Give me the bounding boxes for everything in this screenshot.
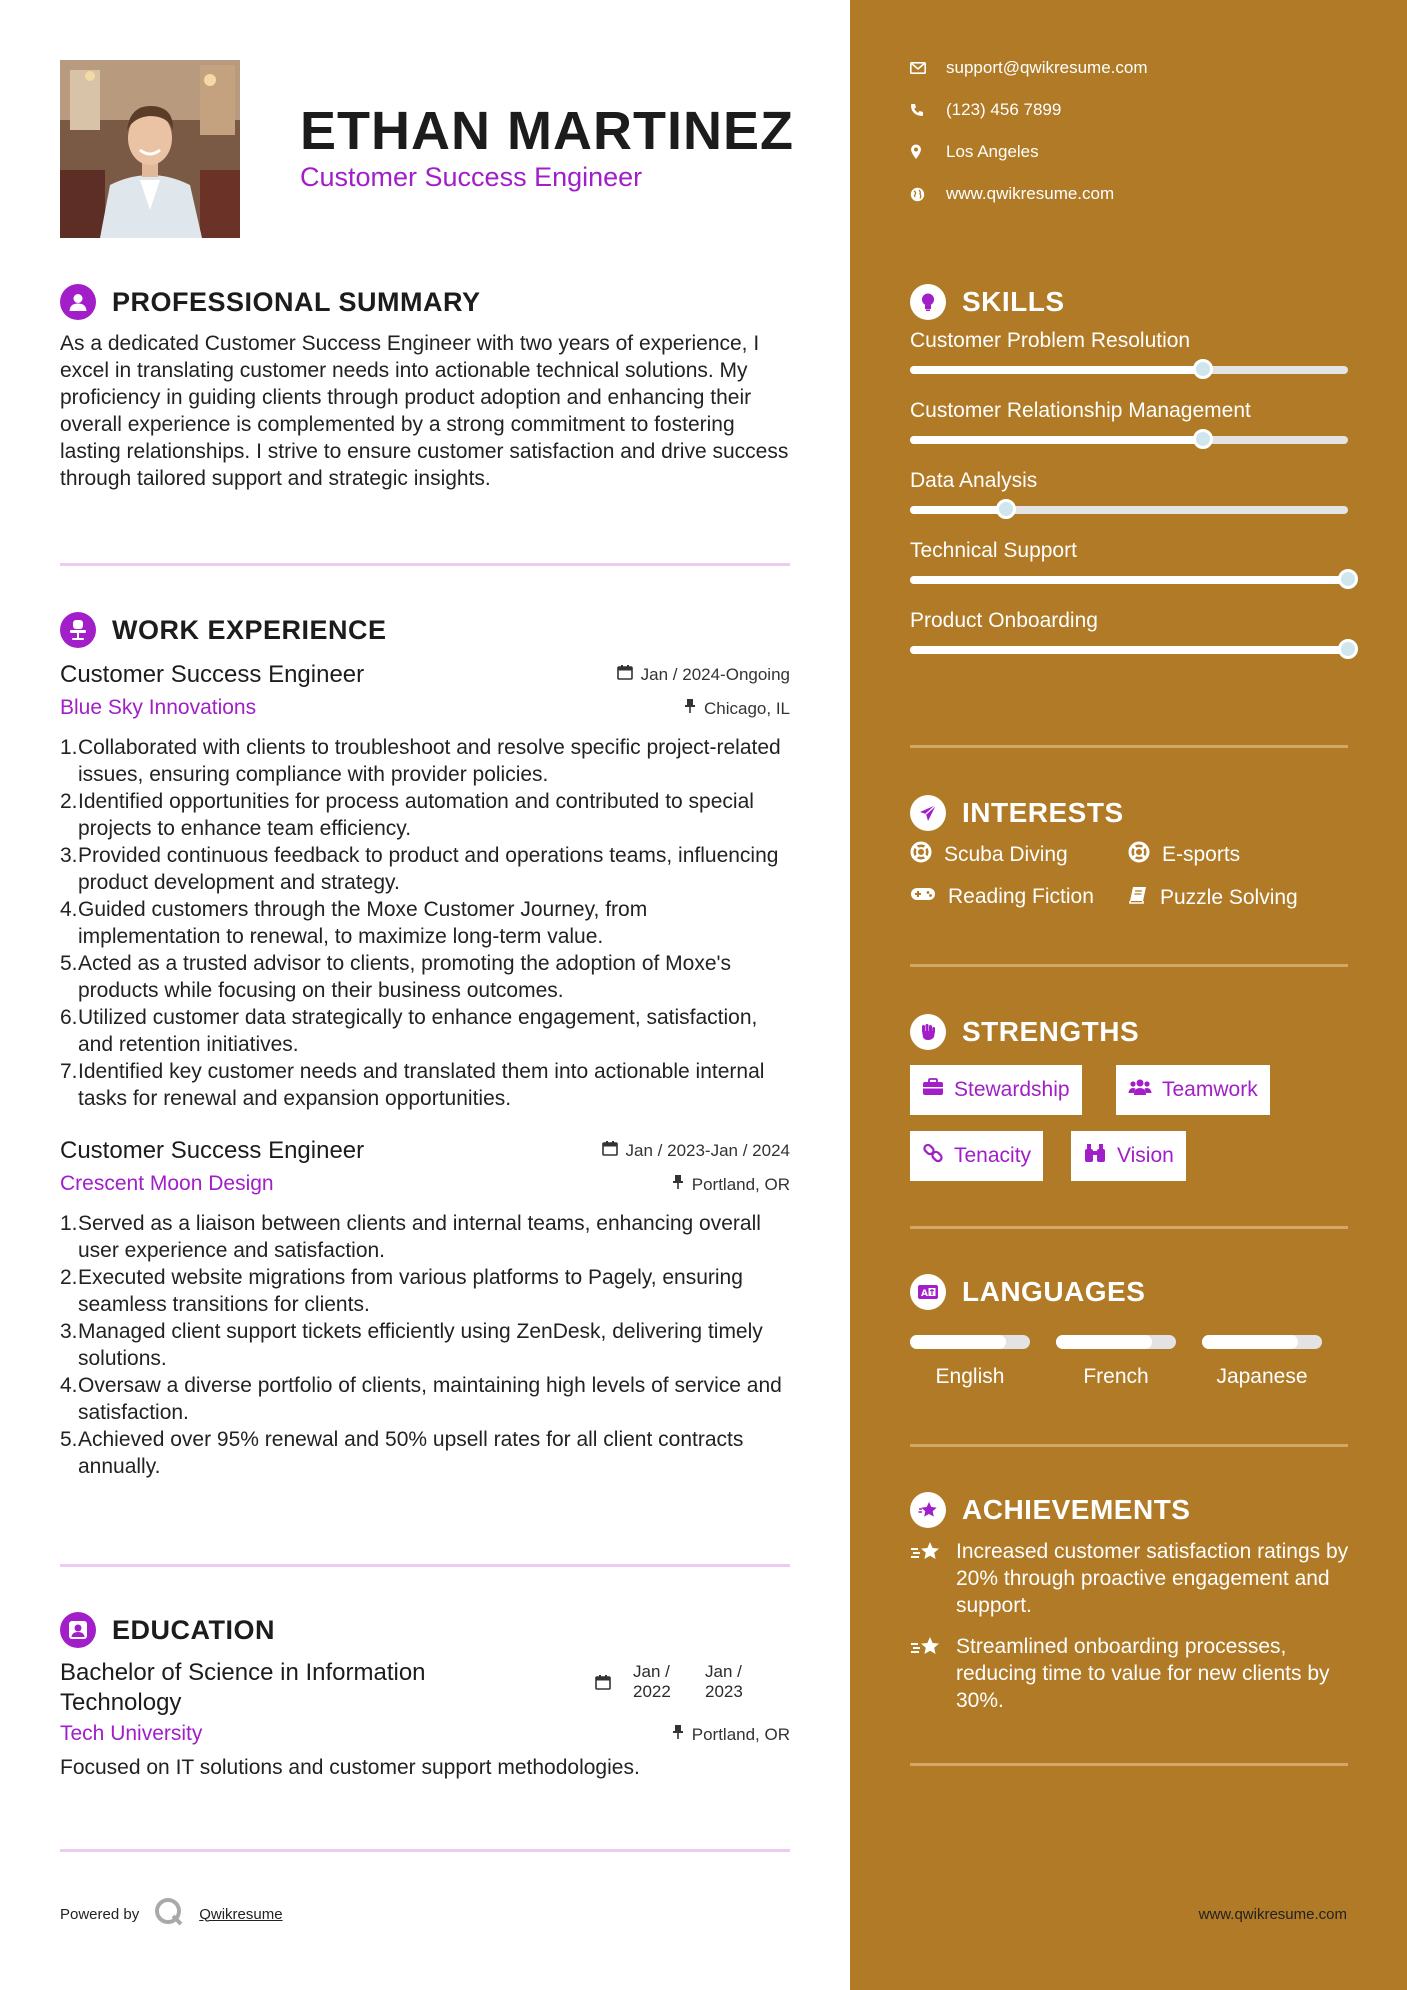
skill-bar-fill [910, 576, 1348, 584]
job-duties [60, 1210, 790, 1480]
pin-icon [672, 1724, 684, 1745]
job-dates-text: Jan / 2024-Ongoing [640, 664, 790, 684]
candidate-name: ETHAN MARTINEZ [300, 101, 794, 161]
strength-chip: Stewardship [910, 1065, 1082, 1115]
link-icon [922, 1142, 944, 1170]
lifebuoy-icon [910, 841, 932, 869]
education-location-text: Portland, OR [691, 1724, 790, 1744]
shooting-star-icon [910, 1538, 944, 1619]
skills-heading: SKILLS [962, 286, 1065, 317]
job-dates [602, 1140, 790, 1161]
education-location [672, 1724, 790, 1745]
languages-heading: LANGUAGES [962, 1276, 1146, 1307]
skill-bar [910, 436, 1348, 444]
list-item: 5. Acted as a trusted advisor to clients, promoting the adoption of Moxe's products while focusing on their business outcomes. [60, 952, 732, 1002]
footer-site[interactable]: www.qwikresume.com [1198, 1906, 1347, 1923]
skill-label: Technical Support [910, 539, 1077, 562]
job-entry [60, 1134, 790, 1480]
job-location-text: Portland, OR [691, 1174, 790, 1194]
list-item: 4. Guided customers through the Moxe Customer Journey, from implementation to renewal, to maximize long-term value. [60, 898, 648, 948]
list-item: 1. Collaborated with clients to troubleshoot and resolve specific project-related issues, ensuring compliance with provider policies. [60, 736, 781, 786]
skill-label: Customer Problem Resolution [910, 329, 1191, 352]
education-heading: EDUCATION [112, 1614, 275, 1645]
users-icon [1128, 1078, 1152, 1102]
map-pin-icon [910, 144, 946, 160]
job-company: Blue Sky Innovations [60, 696, 257, 719]
language-label: French [1083, 1365, 1149, 1388]
contact-location-text: Los Angeles [946, 142, 1039, 161]
skills-section [910, 282, 1350, 676]
language-item [910, 1335, 1030, 1389]
binoculars-icon [1083, 1143, 1107, 1169]
qwikresume-link[interactable]: Qwikresume [199, 1905, 283, 1923]
qwikresume-logo-icon [153, 1896, 185, 1932]
strength-chip: Teamwork [1116, 1065, 1270, 1115]
calendar-icon [595, 1662, 611, 1702]
contact-website [910, 184, 1114, 204]
skill-bar [910, 366, 1348, 374]
divider [60, 563, 790, 566]
education-description: Focused on IT solutions and customer support methodologies. [60, 1756, 640, 1779]
language-bar-fill [1056, 1335, 1152, 1349]
job-location-text: Chicago, IL [704, 698, 790, 718]
skill-label: Data Analysis [910, 469, 1038, 492]
book-icon [1128, 885, 1148, 911]
lightbulb-icon [910, 284, 946, 320]
divider [910, 1226, 1348, 1229]
job-dates-text: Jan / 2023-Jan / 2024 [625, 1140, 790, 1160]
language-bar-fill [910, 1335, 1006, 1349]
gamepad-icon [910, 885, 936, 909]
list-item: 2. Executed website migrations from various platforms to Pagely, ensuring seamless transitions for clients. [60, 1266, 743, 1316]
interests-section [910, 793, 1350, 833]
strength-chip: Vision [1071, 1131, 1186, 1181]
skill-bar-knob [996, 499, 1016, 519]
translate-icon [910, 1274, 946, 1310]
list-item: 6. Utilized customer data strategically to enhance engagement, satisfaction, and retention initiatives. [60, 1006, 758, 1056]
list-item: 1. Served as a liaison between clients and internal teams, enhancing overall user experience and satisfaction. [60, 1212, 761, 1262]
list-item: 3. Managed client support tickets efficiently using ZenDesk, delivering timely solutions. [60, 1320, 763, 1370]
contact-email-text[interactable]: support@qwikresume.com [946, 58, 1148, 77]
candidate-title: Customer Success Engineer [300, 162, 643, 192]
skill-bar [910, 576, 1348, 584]
divider [60, 1564, 790, 1567]
summary-section [60, 282, 790, 492]
contact-email [910, 58, 1148, 78]
skill-bar-fill [910, 366, 1203, 374]
skill-label: Product Onboarding [910, 609, 1098, 632]
strength-chip: Tenacity [910, 1131, 1043, 1181]
education-start: Jan / 2022 [633, 1662, 671, 1701]
school: Tech University [60, 1722, 203, 1745]
job-title: Customer Success Engineer [60, 661, 365, 688]
svg-text:A: A [921, 1289, 928, 1299]
fist-icon [910, 1014, 946, 1050]
degree: Bachelor of Science in Information Technology [60, 1659, 426, 1716]
work-section [60, 610, 790, 1480]
achievement-item: Streamlined onboarding processes, reducing time to value for new clients by 30%. [910, 1633, 1350, 1714]
summary-text: As a dedicated Customer Success Engineer with two years of experience, I excel in translating customer needs into actionable technical solutions. My proficiency in guiding clients through product adoption and enhancing their overall experience is complemented by a strong commitment to fostering lasting relationships. I strive to ensure customer satisfaction and drive success through tailored support and strategic insights. [60, 332, 789, 490]
language-item [1056, 1335, 1176, 1389]
skill-bar [910, 646, 1348, 654]
skill-bar-fill [910, 506, 1006, 514]
calendar-icon [617, 664, 633, 685]
job-location [672, 1174, 790, 1195]
list-item: 7. Identified key customer needs and translated them into actionable internal tasks for renewal and expansion opportunities. [60, 1060, 765, 1110]
briefcase-icon [922, 1078, 944, 1102]
achievement-item: Increased customer satisfaction ratings by 20% through proactive engagement and support. [910, 1538, 1350, 1619]
briefcase-chair-icon [60, 612, 96, 648]
list-item: 5. Achieved over 95% renewal and 50% upsell rates for all client contracts annually. [60, 1428, 744, 1478]
shooting-star-icon [910, 1633, 944, 1714]
language-bar [1202, 1335, 1322, 1349]
lifebuoy-icon [1128, 841, 1150, 869]
interests-heading: INTERESTS [962, 797, 1124, 828]
globe-icon [910, 187, 946, 202]
skill-bar-knob [1338, 639, 1358, 659]
phone-icon [910, 103, 946, 117]
education-section [60, 1610, 790, 1781]
powered-by-text: Powered by [60, 1905, 140, 1923]
skills-list [910, 326, 1350, 654]
mail-icon [910, 62, 946, 74]
interest-item: Reading Fiction [910, 885, 1094, 909]
achievements-section [910, 1490, 1350, 1530]
interest-item: Scuba Diving [910, 841, 1068, 869]
language-item [1202, 1335, 1322, 1389]
list-item: 2. Identified opportunities for process automation and contributed to special projects to enhance team efficiency. [60, 790, 754, 840]
language-bar-fill [1202, 1335, 1298, 1349]
skill-bar-knob [1338, 569, 1358, 589]
job-company: Crescent Moon Design [60, 1172, 274, 1195]
summary-heading: PROFESSIONAL SUMMARY [112, 286, 481, 317]
job-entry [60, 658, 790, 1112]
education-end: Jan / 2023 [705, 1662, 743, 1701]
divider [910, 1763, 1348, 1766]
profile-photo [60, 60, 240, 238]
contact-website-text[interactable]: www.qwikresume.com [946, 184, 1115, 203]
star-badge-icon [910, 1492, 946, 1528]
strengths-section [910, 1012, 1350, 1052]
languages-section [910, 1272, 1350, 1312]
skill-bar-knob [1193, 359, 1213, 379]
paper-plane-icon [910, 795, 946, 831]
skill-bar [910, 506, 1348, 514]
job-duties [60, 734, 790, 1112]
divider [910, 745, 1348, 748]
pin-icon [684, 698, 696, 719]
skill-bar-knob [1193, 429, 1213, 449]
language-label: Japanese [1216, 1365, 1308, 1388]
language-bar [1056, 1335, 1176, 1349]
strengths-heading: STRENGTHS [962, 1016, 1140, 1047]
job-dates [617, 664, 790, 685]
skill-label: Customer Relationship Management [910, 399, 1251, 422]
sidebar [850, 0, 1407, 1990]
list-item: 4. Oversaw a diverse portfolio of clients, maintaining high levels of service and satisfaction. [60, 1374, 782, 1424]
language-bar [910, 1335, 1030, 1349]
calendar-icon [602, 1140, 618, 1161]
pin-icon [672, 1174, 684, 1195]
contact-location [910, 142, 1039, 162]
skill-bar-fill [910, 436, 1203, 444]
list-item: 3. Provided continuous feedback to product and operations teams, influencing product development and strategy. [60, 844, 779, 894]
achievements-heading: ACHIEVEMENTS [962, 1494, 1191, 1525]
interest-item: Puzzle Solving [1128, 885, 1298, 911]
job-location [684, 698, 790, 719]
interest-item: E-sports [1128, 841, 1240, 869]
divider [910, 964, 1348, 967]
user-icon [60, 284, 96, 320]
graduate-icon [60, 1612, 96, 1648]
contact-phone-text[interactable]: (123) 456 7899 [946, 100, 1062, 119]
divider [60, 1849, 790, 1852]
work-heading: WORK EXPERIENCE [112, 614, 387, 645]
skill-bar-fill [910, 646, 1348, 654]
contact-phone [910, 100, 1061, 120]
language-label: English [935, 1365, 1005, 1388]
job-title: Customer Success Engineer [60, 1137, 365, 1164]
education-dates [595, 1662, 755, 1702]
divider [910, 1444, 1348, 1447]
footer-branding [60, 1896, 283, 1932]
